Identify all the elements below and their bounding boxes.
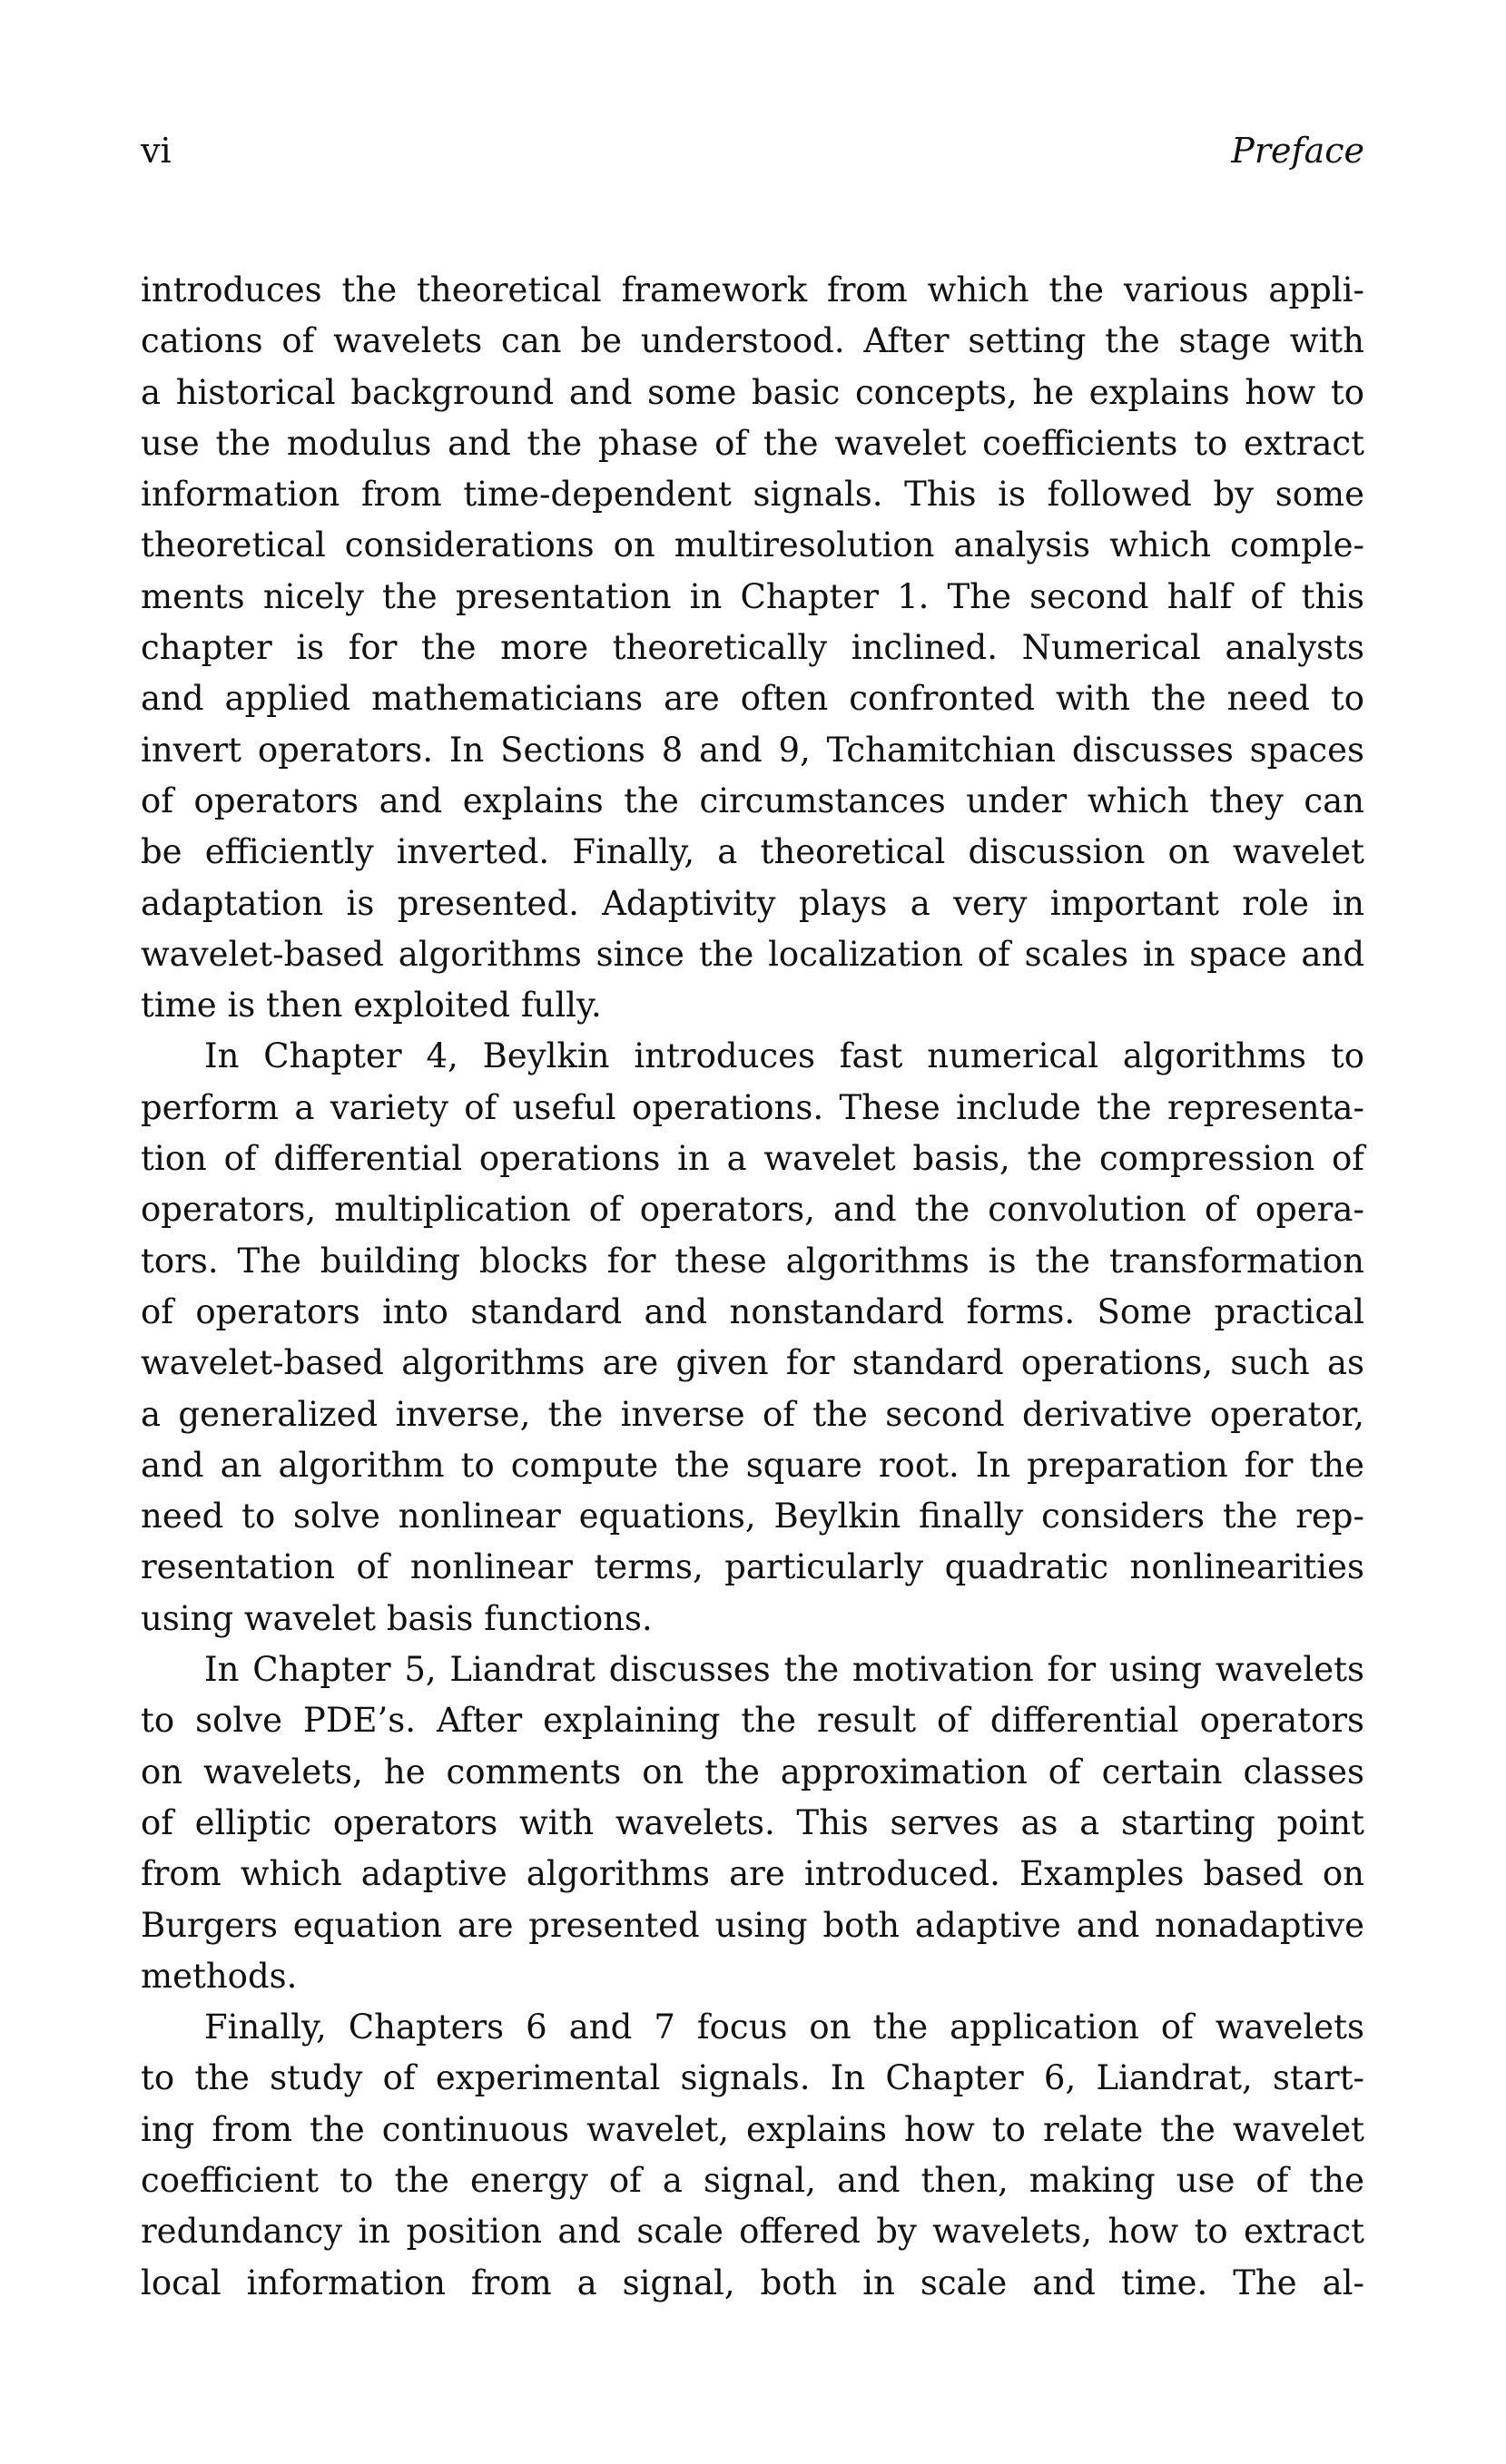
running-title: Preface: [1231, 131, 1364, 171]
text-line: information from time-dependent signals. This is followed by some: [141, 475, 1364, 515]
running-head: [141, 127, 1364, 174]
text-line: In Chapter 4, Beylkin introduces fast numerical algorithms to: [204, 1036, 1364, 1076]
text-line: redundancy in position and scale offered by wavelets, how to extract: [141, 2212, 1364, 2252]
text-line: use the modulus and the phase of the wavelet coefficients to extract: [141, 423, 1364, 463]
text-line: Finally, Chapters 6 and 7 focus on the application of wavelets: [204, 2008, 1364, 2047]
text-line: wavelet-based algorithms since the localization of scales in space and: [141, 934, 1364, 974]
text-line: time is then exploited fully.: [141, 986, 602, 1026]
text-line: operators, multiplication of operators, and the convolution of opera-: [141, 1190, 1364, 1230]
text-line: and applied mathematicians are often confronted with the need to: [141, 679, 1364, 719]
text-line: introduces the theoretical framework from which the various appli-: [141, 270, 1364, 309]
text-line: to the study of experimental signals. In Chapter 6, Liandrat, start-: [141, 2058, 1364, 2098]
text-line: using wavelet basis functions.: [141, 1598, 653, 1638]
text-line: tion of differential operations in a wavelet basis, the compression of: [141, 1139, 1364, 1179]
text-line: perform a variety of useful operations. These include the representa-: [141, 1087, 1364, 1127]
text-line: of elliptic operators with wavelets. This serves as a starting point: [141, 1802, 1364, 1842]
text-line: of operators and explains the circumstances under which they can: [141, 780, 1364, 820]
text-line: to solve PDE’s. After explaining the result of differential operators: [141, 1701, 1364, 1741]
text-line: theoretical considerations on multiresolution analysis which comple-: [141, 525, 1364, 565]
paragraph: [141, 265, 1364, 1031]
paragraph: [141, 1644, 1364, 2002]
body-text: [141, 265, 1364, 2309]
paragraph: [141, 1031, 1364, 1644]
text-line: from which adaptive algorithms are introduced. Examples based on: [141, 1854, 1364, 1894]
text-line: Burgers equation are presented using both adaptive and nonadaptive: [141, 1905, 1364, 1945]
text-line: In Chapter 5, Liandrat discusses the motivation for using wavelets: [204, 1650, 1364, 1690]
paragraph: [141, 2002, 1364, 2309]
text-line: ing from the continuous wavelet, explains how to relate the wavelet: [141, 2109, 1364, 2149]
text-line: need to solve nonlinear equations, Beylkin finally considers the rep-: [141, 1497, 1364, 1536]
text-line: of operators into standard and nonstandard forms. Some practical: [141, 1291, 1364, 1331]
page-number: vi: [141, 131, 172, 171]
text-line: chapter is for the more theoretically inclined. Numerical analysts: [141, 628, 1364, 668]
text-line: cations of wavelets can be understood. After setting the stage with: [141, 321, 1364, 361]
text-line: a historical background and some basic concepts, he explains how to: [141, 372, 1364, 412]
text-line: ments nicely the presentation in Chapter 1. The second half of this: [141, 576, 1364, 616]
text-line: a generalized inverse, the inverse of the second derivative operator,: [141, 1394, 1364, 1434]
text-line: on wavelets, he comments on the approximation of certain classes: [141, 1752, 1364, 1792]
text-line: tors. The building blocks for these algorithms is the transformation: [141, 1241, 1364, 1281]
text-line: resentation of nonlinear terms, particularly quadratic nonlinearities: [141, 1547, 1364, 1587]
text-line: and an algorithm to compute the square root. In preparation for the: [141, 1445, 1364, 1485]
text-line: adaptation is presented. Adaptivity plays a very important role in: [141, 883, 1364, 923]
text-line: be efficiently inverted. Finally, a theoretical discussion on wavelet: [141, 832, 1364, 872]
text-line: coefficient to the energy of a signal, and then, making use of the: [141, 2160, 1364, 2200]
text-line: methods.: [141, 1956, 298, 1996]
text-line: local information from a signal, both in scale and time. The al-: [141, 2263, 1364, 2302]
text-line: invert operators. In Sections 8 and 9, Tchamitchian discusses spaces: [141, 730, 1364, 770]
text-line: wavelet-based algorithms are given for standard operations, such as: [141, 1343, 1364, 1383]
